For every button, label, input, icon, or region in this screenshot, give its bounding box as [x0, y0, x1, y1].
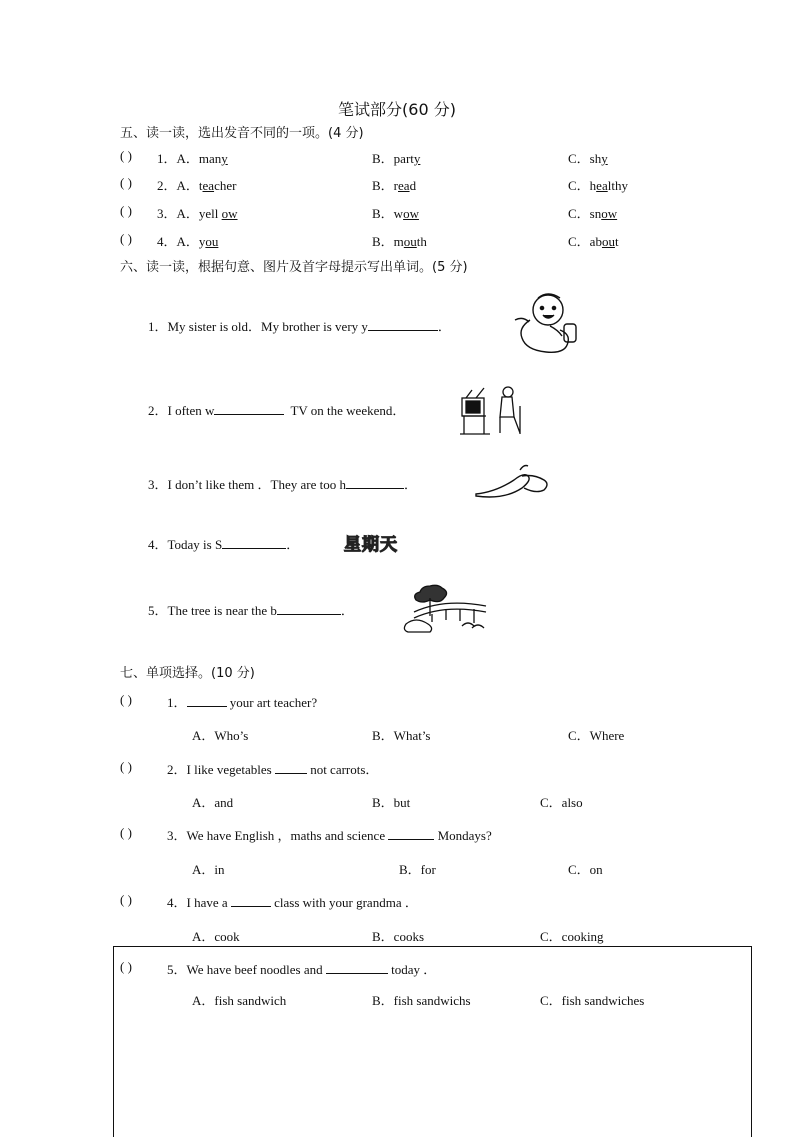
option-c: C．snow: [568, 206, 618, 221]
answer-paren[interactable]: ( ): [120, 203, 132, 218]
option-b: B．wow: [372, 206, 419, 221]
option-c[interactable]: C．also: [540, 795, 583, 810]
option-a: 3．A．yell ow: [157, 206, 238, 221]
fill-sentence-4: 4．Today is S ．: [148, 537, 300, 552]
option-a: 4．A．you: [157, 234, 219, 249]
option-c[interactable]: C．fish sandwiches: [540, 993, 645, 1008]
answer-blank[interactable]: [187, 694, 227, 707]
answer-blank[interactable]: [275, 761, 307, 774]
answer-blank[interactable]: [222, 536, 286, 549]
option-b: B．mouth: [372, 234, 427, 249]
question-text: 1． your art teacher?: [167, 695, 318, 710]
section-7-heading: 七、单项选择。(10 分): [120, 666, 255, 681]
question-text: 3．We have English ，maths and science Mondays?: [167, 828, 492, 843]
fill-sentence-5: 5．The tree is near the b ．: [148, 603, 354, 618]
option-b[interactable]: B．What’s: [372, 728, 431, 743]
option-a[interactable]: A．cook: [192, 929, 240, 944]
option-a[interactable]: A．and: [192, 795, 234, 810]
answer-blank[interactable]: [214, 402, 284, 415]
answer-blank[interactable]: [346, 476, 404, 489]
answer-paren[interactable]: ( ): [120, 892, 132, 907]
answer-blank[interactable]: [326, 961, 388, 974]
option-a[interactable]: A．Who’s: [192, 728, 249, 743]
answer-blank[interactable]: [277, 602, 341, 615]
answer-paren[interactable]: ( ): [120, 175, 132, 190]
question-text: 4．I have a class with your grandma ．: [167, 895, 418, 910]
option-c: C．shy: [568, 151, 608, 166]
option-a: 2．A．teacher: [157, 178, 237, 193]
option-c[interactable]: C．Where: [568, 728, 625, 743]
chili-pepper-picture-icon: [474, 462, 554, 502]
section-6-heading: 六、读一读，根据句意、图片及首字母提示写出单词。(5 分): [120, 260, 468, 275]
answer-paren[interactable]: ( ): [120, 231, 132, 246]
option-b[interactable]: B．but: [372, 795, 411, 810]
option-a[interactable]: A．fish sandwich: [192, 993, 287, 1008]
answer-paren[interactable]: ( ): [120, 825, 132, 840]
answer-paren[interactable]: ( ): [120, 148, 132, 163]
answer-blank[interactable]: [388, 827, 434, 840]
answer-paren[interactable]: ( ): [120, 959, 132, 974]
option-b[interactable]: B．for: [399, 862, 436, 877]
section-5-heading: 五、读一读，选出发音不同的一项。(4 分): [120, 126, 364, 141]
option-c[interactable]: C．on: [568, 862, 603, 877]
answer-paren[interactable]: ( ): [120, 692, 132, 707]
tree-bridge-picture-icon: [402, 582, 490, 634]
option-a: 1．A．many: [157, 151, 228, 166]
option-b: B．party: [372, 151, 421, 166]
question-text: 2．I like vegetables not carrots．: [167, 762, 379, 777]
option-b[interactable]: B．fish sandwichs: [372, 993, 471, 1008]
page-title: 笔试部分(60 分): [338, 100, 456, 119]
answer-blank[interactable]: [231, 894, 271, 907]
option-a[interactable]: A．in: [192, 862, 225, 877]
option-b: B．read: [372, 178, 417, 193]
fill-sentence-1: 1．My sister is old．My brother is very y ．: [148, 319, 451, 334]
baby-picture-icon: [510, 290, 590, 354]
sunday-text-picture: 星期天: [344, 535, 398, 555]
option-c: C．about: [568, 234, 619, 249]
watching-tv-picture-icon: [458, 384, 528, 438]
question-text: 5．We have beef noodles and today ．: [167, 962, 437, 977]
answer-blank[interactable]: [368, 318, 438, 331]
option-c: C．healthy: [568, 178, 628, 193]
option-c[interactable]: C．cooking: [540, 929, 604, 944]
fill-sentence-2: 2．I often w TV on the weekend．: [148, 403, 406, 418]
fill-sentence-3: 3．I don’t like them ．They are too h ．: [148, 477, 417, 492]
option-b[interactable]: B．cooks: [372, 929, 425, 944]
answer-paren[interactable]: ( ): [120, 759, 132, 774]
